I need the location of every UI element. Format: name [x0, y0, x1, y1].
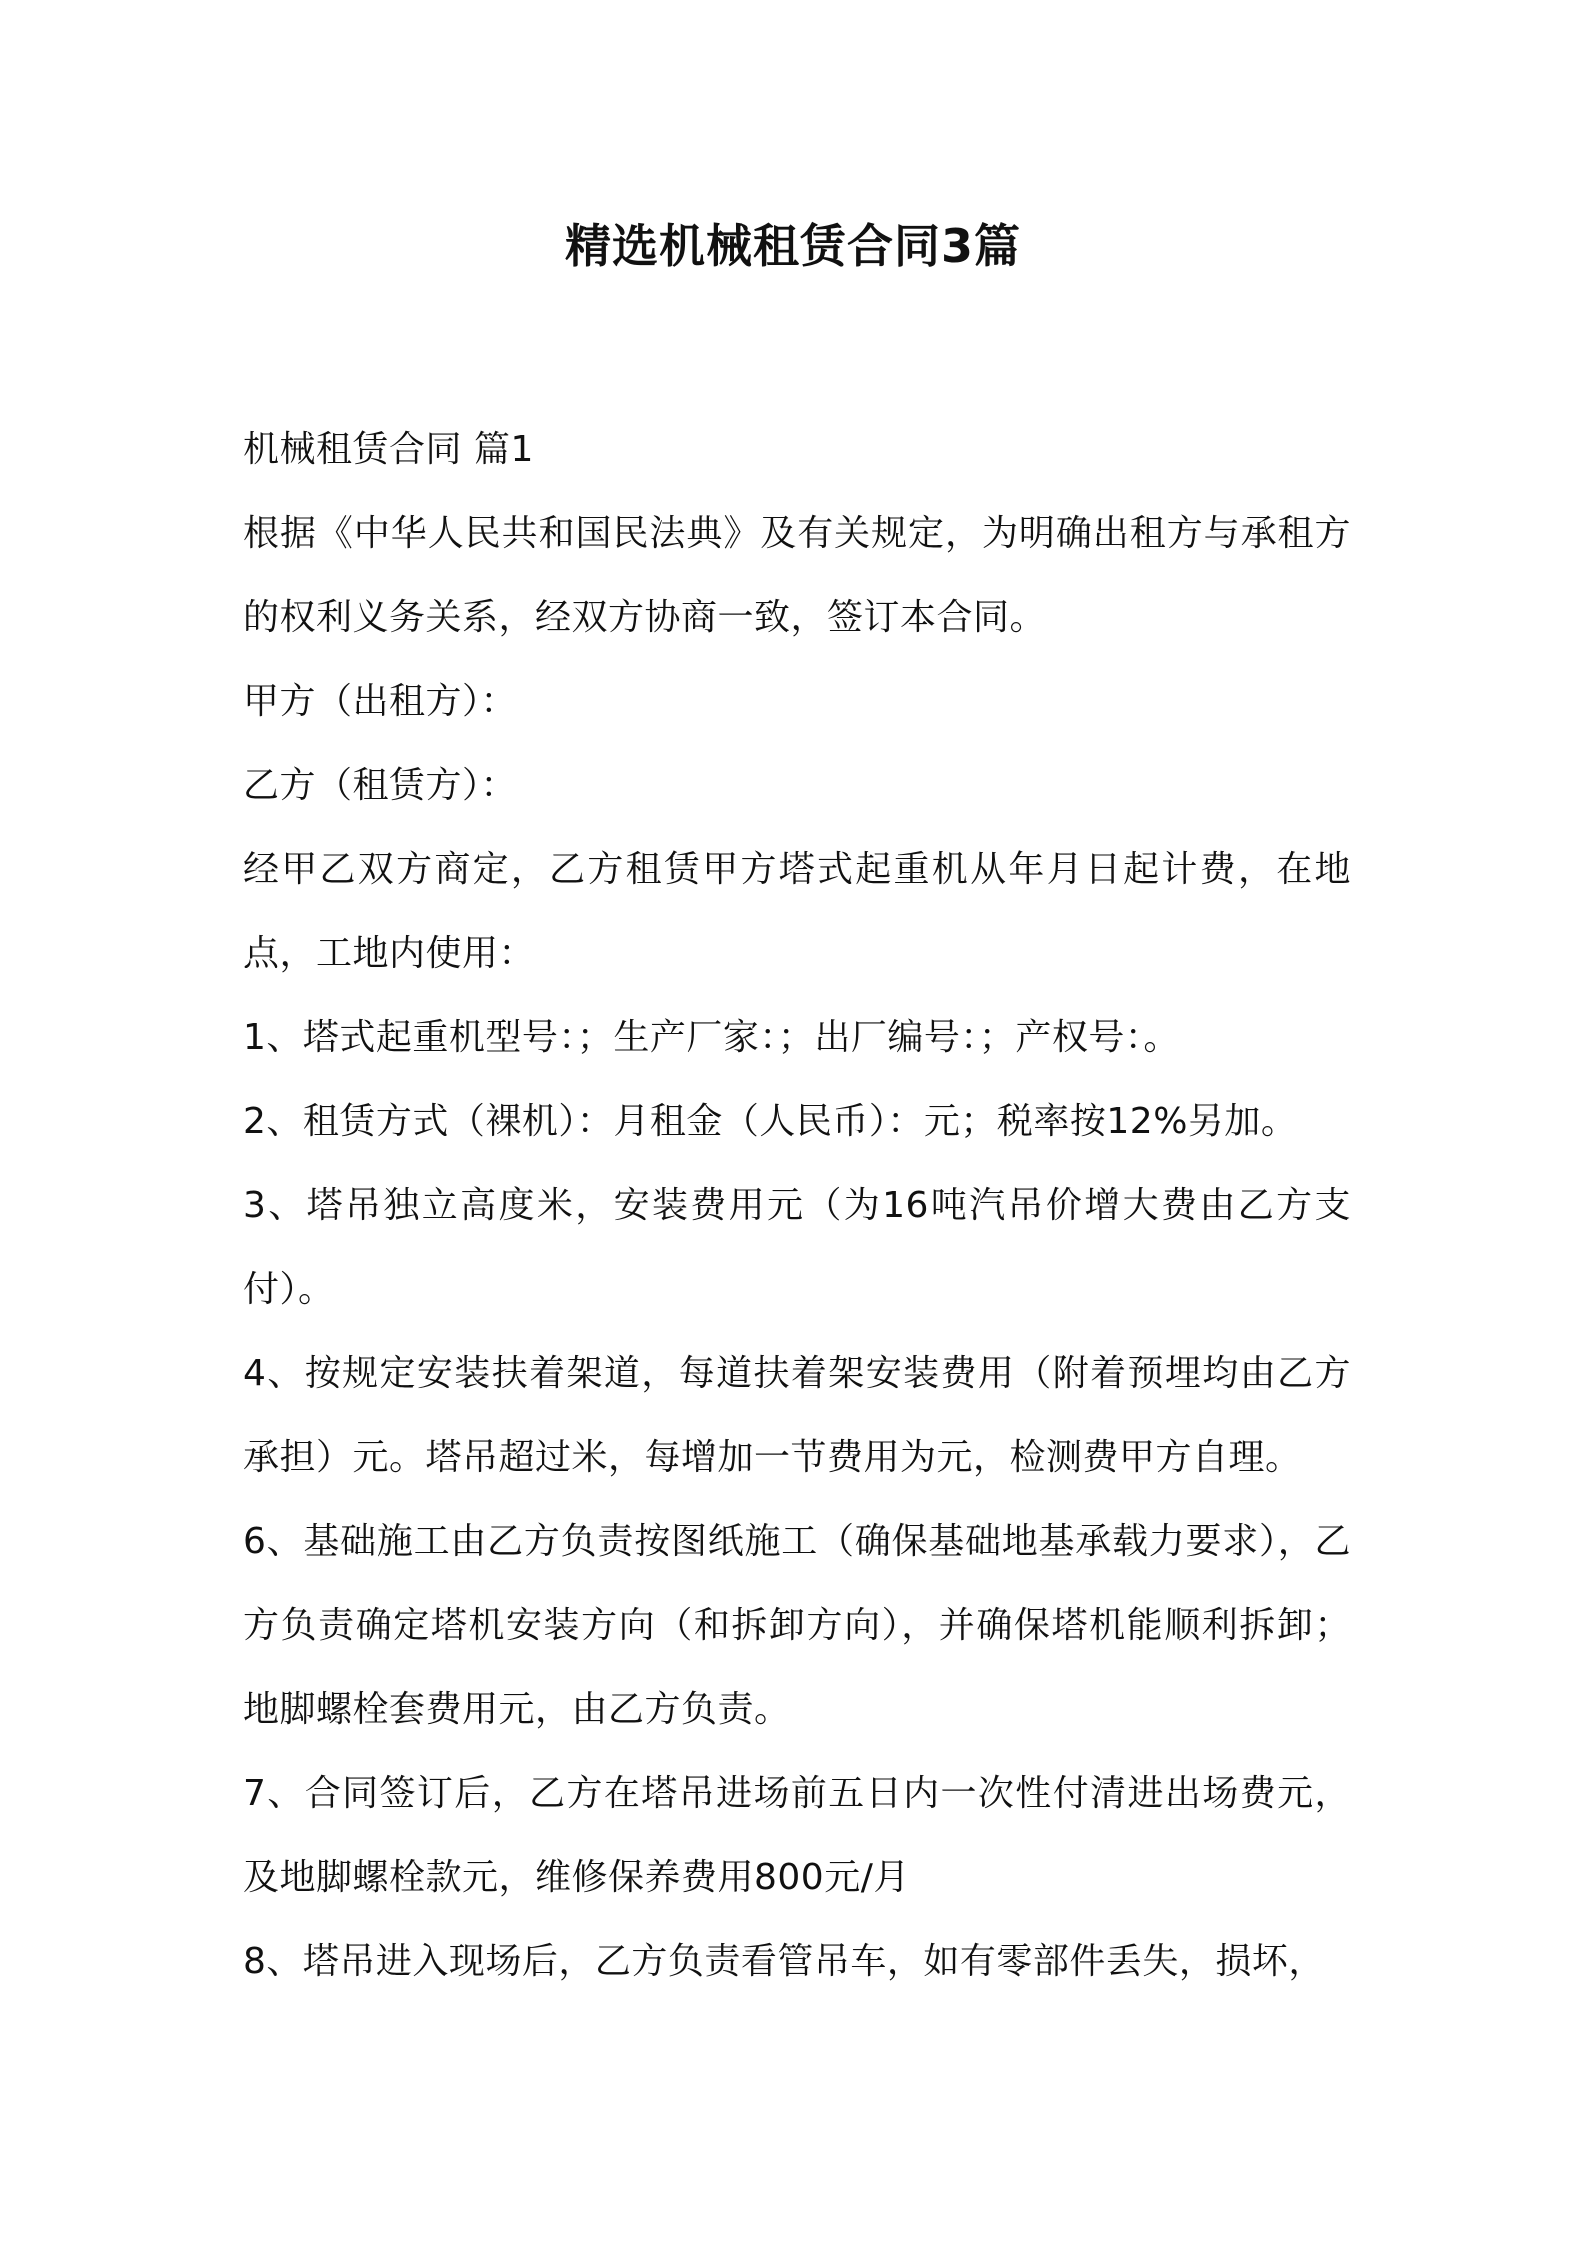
agreement-paragraph: 经甲乙双方商定，乙方租赁甲方塔式起重机从年月日起计费，在地点，工地内使用： [243, 849, 1351, 974]
clause-7: 7、合同签订后，乙方在塔吊进场前五日内一次性付清进出场费元，及地脚螺栓款元，维修保养费用800元/月 [243, 1773, 1351, 1898]
clause-2: 2、租赁方式（裸机）：月租金（人民币）：元；税率按12%另加。 [243, 1101, 1298, 1142]
clause-1: 1、塔式起重机型号：；生产厂家：；出厂编号：；产权号：。 [243, 1017, 1180, 1058]
section-heading: 机械租赁合同 篇1 [243, 429, 534, 470]
clause-3: 3、塔吊独立高度米，安装费用元（为16吨汽吊价增大费由乙方支付）。 [243, 1185, 1351, 1310]
clause-4: 4、按规定安装扶着架道，每道扶着架安装费用（附着预埋均由乙方承担）元。塔吊超过米，每增加一节费用为元，检测费甲方自理。 [243, 1353, 1351, 1478]
document-body [243, 408, 1351, 2004]
preamble-paragraph: 根据《中华人民共和国民法典》及有关规定，为明确出租方与承租方的权利义务关系，经双方协商一致，签订本合同。 [243, 513, 1351, 638]
document-title: 精选机械租赁合同3篇 [564, 219, 1021, 273]
clause-8: 8、塔吊进入现场后，乙方负责看管吊车，如有零部件丢失，损坏， [243, 1941, 1325, 1982]
party-a-line: 甲方（出租方）： [243, 681, 518, 722]
party-b-line: 乙方（租赁方）： [243, 765, 518, 806]
clause-6: 6、基础施工由乙方负责按图纸施工（确保基础地基承载力要求），乙方负责确定塔机安装方向（和拆卸方向），并确保塔机能顺利拆卸；地脚螺栓套费用元，由乙方负责。 [243, 1521, 1351, 1730]
